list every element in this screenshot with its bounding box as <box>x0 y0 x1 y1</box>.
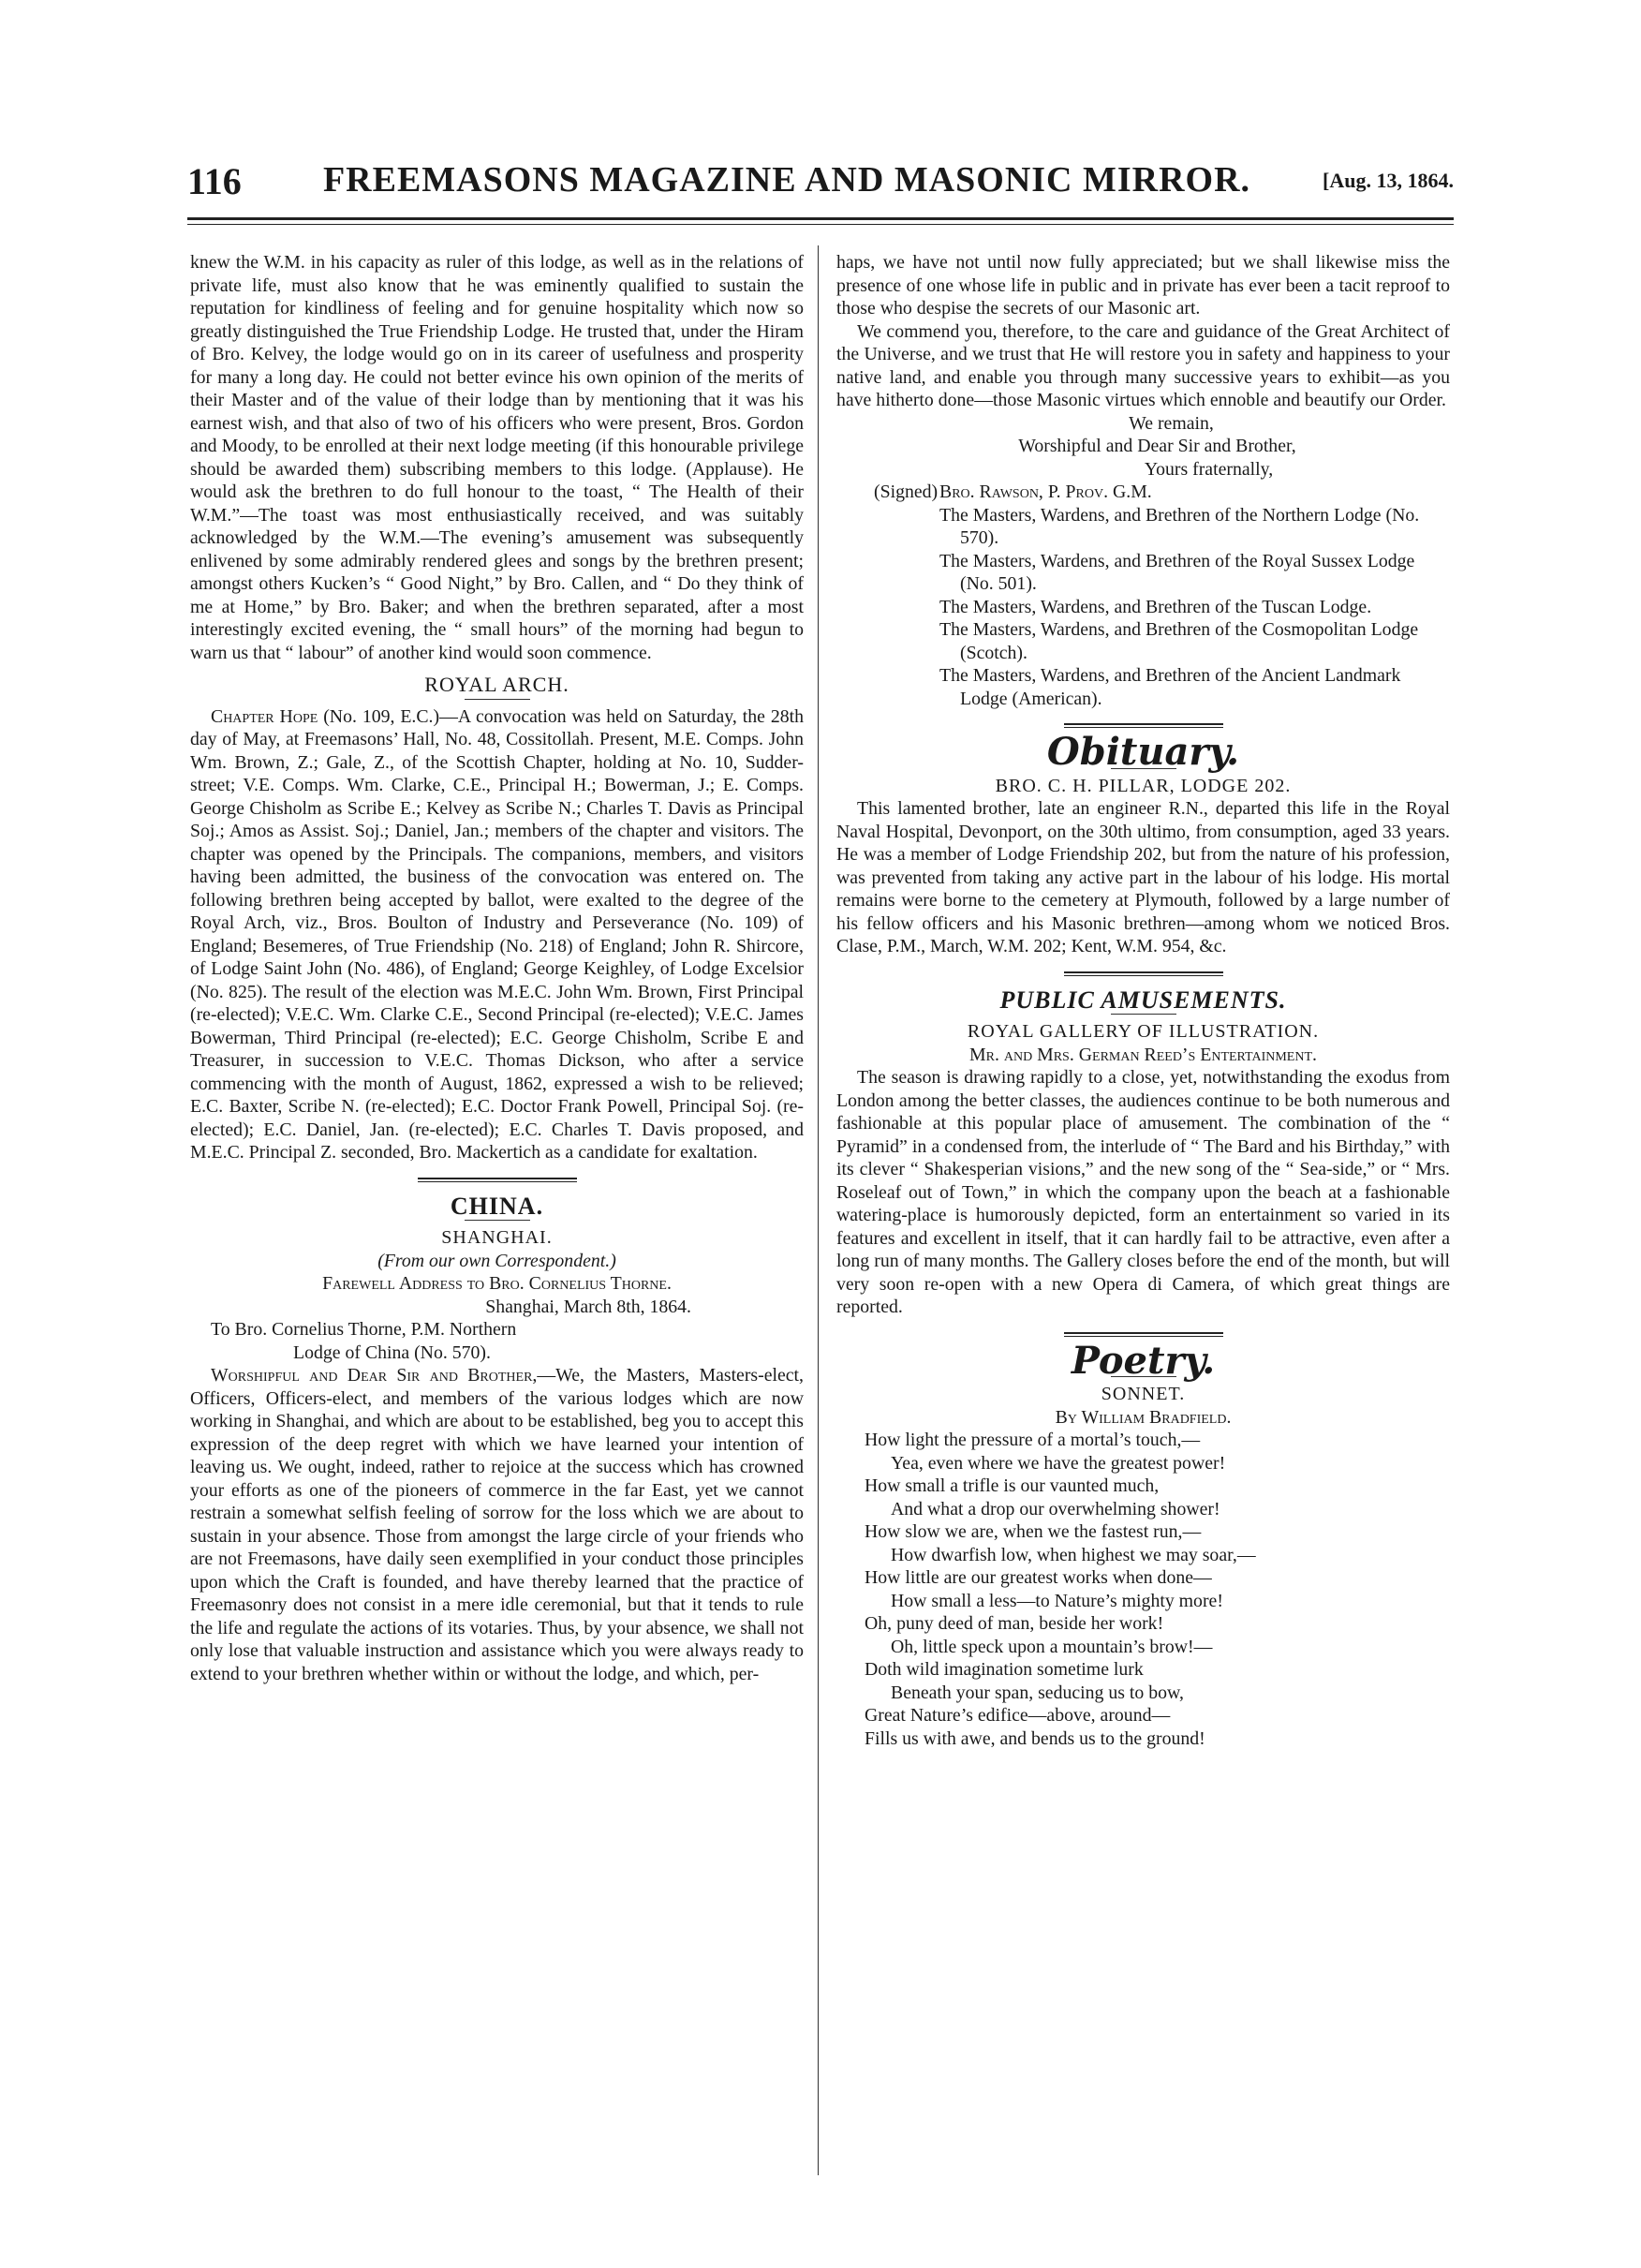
shanghai-subheading: SHANGHAI. <box>441 1227 553 1248</box>
addressee-line-2: Lodge of China (No. 570). <box>293 1342 491 1363</box>
royal-arch-heading: ROYAL ARCH. <box>424 673 569 696</box>
poem-line: How small a trifle is our vaunted much, <box>865 1475 1160 1496</box>
signatory-2: The Masters, Wardens, and Brethren of the Northern Lodge (No. 570). <box>939 504 1420 548</box>
chapter-hope-report <box>190 705 804 1164</box>
poem-line: How small a less—to Nature’s mighty more! <box>891 1590 1223 1611</box>
poem-line: How dwarfish low, when highest we may soar,— <box>891 1544 1256 1565</box>
chapter-hope-body: (No. 109, E.C.)—A convocation was held on Saturday, the 28th day of May, at Freemasons’ Hall, No. 48, Cossitollah. Present, M.E. Comps. John Wm. Brown, Z.; Gale, Z., of the Scottish Chapter, holding at No. 10, Sudder-street; V.E. Comps. Wm. Clarke, C.E., Principal H.; Bowerman, J.; E. Comps. George Chisholm as Scribe E.; Kelvey as Scribe N.; Charles T. Davis as Principal Soj.; Amos as Assist. Soj.; Daniel, Jan.; members of the chapter and visitors. The chapter was opened by the Principals. The companions, members, and visitors having been admitted, the business of the convocation was entered on. The following brethren being accepted by ballot, were exalted to the degree of the Royal Arch, viz., Bros. Boulton of Industry and Perseverance (No. 109) of England; Besemeres, of True Friendship (No. 218) of England; John R. Shircore, of Lodge Saint John (No. 486), of England; George Keighley, of Lodge Excelsior (No. 825). The result of the election was M.E.C. John Wm. Brown, First Principal (re-elected); V.E.C. Wm. Clarke C.E., Second Principal (re-elected); V.E.C. James Bowerman, Third Principal (re-elected); E.C. George Chisholm, Scribe E and Treasurer, in succession to V.E.C. Thomas Dickson, who after a service commencing with the month of August, 1862, expressed a wish to be relieved; E.C. Baxter, Scribe N. (re-elected); E.C. Doctor Frank Powell, Principal Soj. (re-elected); E.C. Daniel, Jan. (re-elected); E.C. Charles T. Davis proposed, and M.E.C. Principal Z. seconded, Bro. Mackertich as a candidate for exaltation. <box>190 705 804 1163</box>
lodge-report-continuation: knew the W.M. in his capacity as ruler of this lodge, as well as in the relations of private life, must also know that he was eminently qualified to sustain the reputation for kindliness of feeling and for genuine hospitality which now so greatly distinguished the True Friendship Lodge. He trusted that, under the Hiram of Bro. Kelvey, the lodge would go on in its career of usefulness and prosperity for many a long day. He could not better evince his own opinion of the merits of their Master and of the value of their lodge than by mentioning that it was his earnest wish, and that also of two of his officers who were present, Bros. Gordon and Moody, to be enrolled at their next lodge meeting (if this honourable privilege should be awarded them) subscribing members to this lodge. (Applause). He would ask the brethren to do full honour to the toast, “ The Health of their W.M.”—The toast was most enthusiastically received, and was suitably acknowledged by the W.M.—The evening’s amusement was subsequently enlivened by some admirably rendered glees and songs by the brethren present; amongst others Kucken’s “ Good Night,” by Bro. Callen, and “ Do they think of me at Home,” by Bro. Baker; and when the brethren separated, after a most interestingly excited evening, the “ small hours” of the morning had begun to warn us that “ labour” of another kind would soon commence. <box>190 252 804 663</box>
closing-line-1: We remain, <box>1129 412 1214 434</box>
obituary-subheading: BRO. C. H. PILLAR, LODGE 202. <box>995 775 1292 796</box>
obituary-heading: Obituary. <box>1046 730 1240 774</box>
addressee-line-1: To Bro. Cornelius Thorne, P.M. Northern <box>211 1319 517 1340</box>
section-separator <box>1064 723 1223 728</box>
salutation: Worshipful and Dear Sir and Brother, <box>211 1365 538 1386</box>
right-column <box>836 251 1450 1750</box>
chapter-hope-lead: Chapter Hope <box>211 705 318 727</box>
header-rule <box>187 217 1454 220</box>
closing-line-2: Worshipful and Dear Sir and Brother, <box>1018 436 1296 456</box>
section-separator <box>1064 971 1223 976</box>
poem-line: Fills us with awe, and bends us to the ground! <box>865 1727 1205 1749</box>
poem-line: How light the pressure of a mortal’s touch,— <box>865 1430 1201 1450</box>
china-heading: CHINA. <box>450 1192 544 1220</box>
poem-line: And what a drop our overwhelming shower! <box>891 1498 1220 1519</box>
signatory-3: The Masters, Wardens, and Brethren of the Royal Sussex Lodge (No. 501). <box>939 550 1415 594</box>
gallery-subheading: ROYAL GALLERY OF ILLUSTRATION. <box>967 1021 1320 1042</box>
heading-rule <box>465 699 530 700</box>
poetry-heading: Poetry. <box>1071 1338 1216 1383</box>
section-separator <box>1064 1332 1223 1337</box>
issue-date: [Aug. 13, 1864. <box>1323 169 1454 192</box>
column-divider <box>818 245 819 2175</box>
signatory-4: The Masters, Wardens, and Brethren of the Tuscan Lodge. <box>939 596 1372 617</box>
poem-line: Oh, puny deed of man, beside her work! <box>865 1613 1164 1634</box>
signed-label: (Signed) <box>874 482 939 502</box>
address-continuation: haps, we have not until now fully appreciated; but we shall likewise miss the presence of one whose life in public and in private has ever been a tacit reproof to those who despise the secrets of our Masonic art. <box>836 252 1450 319</box>
closing-line-3: Yours fraternally, <box>1144 458 1274 480</box>
farewell-address-title: Farewell Address to Bro. Cornelius Thorne. <box>322 1273 672 1294</box>
correspondent-line: (From our own Correspondent.) <box>377 1250 616 1271</box>
signatory-6: The Masters, Wardens, and Brethren of the Ancient Landmark Lodge (American). <box>939 665 1401 709</box>
signatory-1: Bro. Rawson, P. Prov. G.M. <box>939 482 1152 502</box>
obituary-body: This lamented brother, late an engineer R.N., departed this life in the Royal Naval Hospital, Devonport, on the 30th ultimo, from consumption, aged 33 years. He was a member of Lodge Friendship 202, but from the nature of his profession, was prevented from taking any active part in the labour of his lodge. His mortal remains were borne to the cemetery at Plymouth, followed by a large number of his fellow officers and his Masonic brethren—among whom we noticed Bros. Clase, P.M., March, W.M. 202; Kent, W.M. 954, &c. <box>836 798 1450 956</box>
left-column <box>190 251 804 1685</box>
sonnet-title: SONNET. <box>1101 1384 1186 1404</box>
poem-line: Yea, even where we have the greatest power! <box>891 1452 1226 1474</box>
poem-line: How little are our greatest works when done— <box>865 1567 1212 1588</box>
farewell-address-body <box>190 1364 804 1685</box>
poem-byline: By William Bradfield. <box>1055 1406 1232 1428</box>
header-rule-thin <box>187 224 1454 225</box>
signatories <box>836 481 1450 710</box>
signatory-5: The Masters, Wardens, and Brethren of the Cosmopolitan Lodge (Scotch). <box>939 619 1419 663</box>
poem-line: How slow we are, when we the fastest run,— <box>865 1521 1202 1542</box>
page-header <box>187 159 1454 206</box>
amusements-body: The season is drawing rapidly to a close, yet, notwithstanding the exodus from London among the better classes, the audiences continue to be both numerous and fashionable at this popular place of amusement. The combination of the “ Pyramid” in a condensed from, the interlude of “ The Bard and his Birthday,” with its clever “ Shakesperian visions,” and the new song of the “ Sea-side,” or “ Mrs. Roseleaf out of Town,” in which the company upon the beach at a fashionable watering-place is humorously depicted, form an entertainment so varied in its features and excellent in itself, that it can hardly fail to be attractive, even after a long run of many months. The Gallery closes before the end of the month, but will very soon re-open with a new Opera di Camera, of which great things are reported. <box>836 1067 1450 1317</box>
address-text: —We, the Masters, Masters-elect, Officers, Officers-elect, and members of the various lodges which are now working in Shanghai, and which are about to be established, beg you to accept this expression of the deep regret with which we have learned your intention of leaving us. We ought, indeed, rather to rejoice at the success which has crowned your efforts as one of the pioneers of commerce in the far East, yet we cannot restrain a somewhat selfish feeling of sorrow for the loss which we are about to sustain in your absence. Those from amongst the large circle of your friends who are not Freemasons, have daily seen exemplified in your conduct those principles upon which the Craft is founded, and have thereby learned that the practice of Freemasonry does not consist in a mere idle ceremonial, but that it tends to rule the life and regulate the actions of its votaries. Thus, by your absence, we shall not only lose that valuable instruction and assistance which you were always ready to extend to your brethren whether within or without the lodge, and which, per- <box>190 1365 804 1684</box>
page-number: 116 <box>187 160 242 202</box>
heading-rule <box>465 1220 530 1221</box>
poem-line: Great Nature’s edifice—above, around— <box>865 1705 1171 1726</box>
public-amusements-heading: PUBLIC AMUSEMENTS. <box>999 986 1287 1014</box>
masthead-title: FREEMASONS MAGAZINE AND MASONIC MIRROR. <box>322 160 1251 200</box>
sonnet-poem <box>836 1429 1450 1750</box>
poem-line: Oh, little speck upon a mountain’s brow!— <box>891 1636 1213 1657</box>
entertainment-title: Mr. and Mrs. German Reed’s Entertainment. <box>969 1044 1317 1065</box>
heading-rule <box>1111 1014 1176 1015</box>
poem-line: Doth wild imagination sometime lurk <box>865 1659 1144 1680</box>
address-commendation: We commend you, therefore, to the care and guidance of the Great Architect of the Universe, and we trust that He will restore you in safety and happiness to your native land, and enable you through many successive years to exhibit—as you have hitherto done—those Masonic virtues which ennoble and beautify our Order. <box>836 320 1450 410</box>
poem-line: Beneath your span, seducing us to bow, <box>891 1682 1184 1703</box>
section-separator <box>418 1178 577 1182</box>
dateline: Shanghai, March 8th, 1864. <box>485 1296 691 1317</box>
